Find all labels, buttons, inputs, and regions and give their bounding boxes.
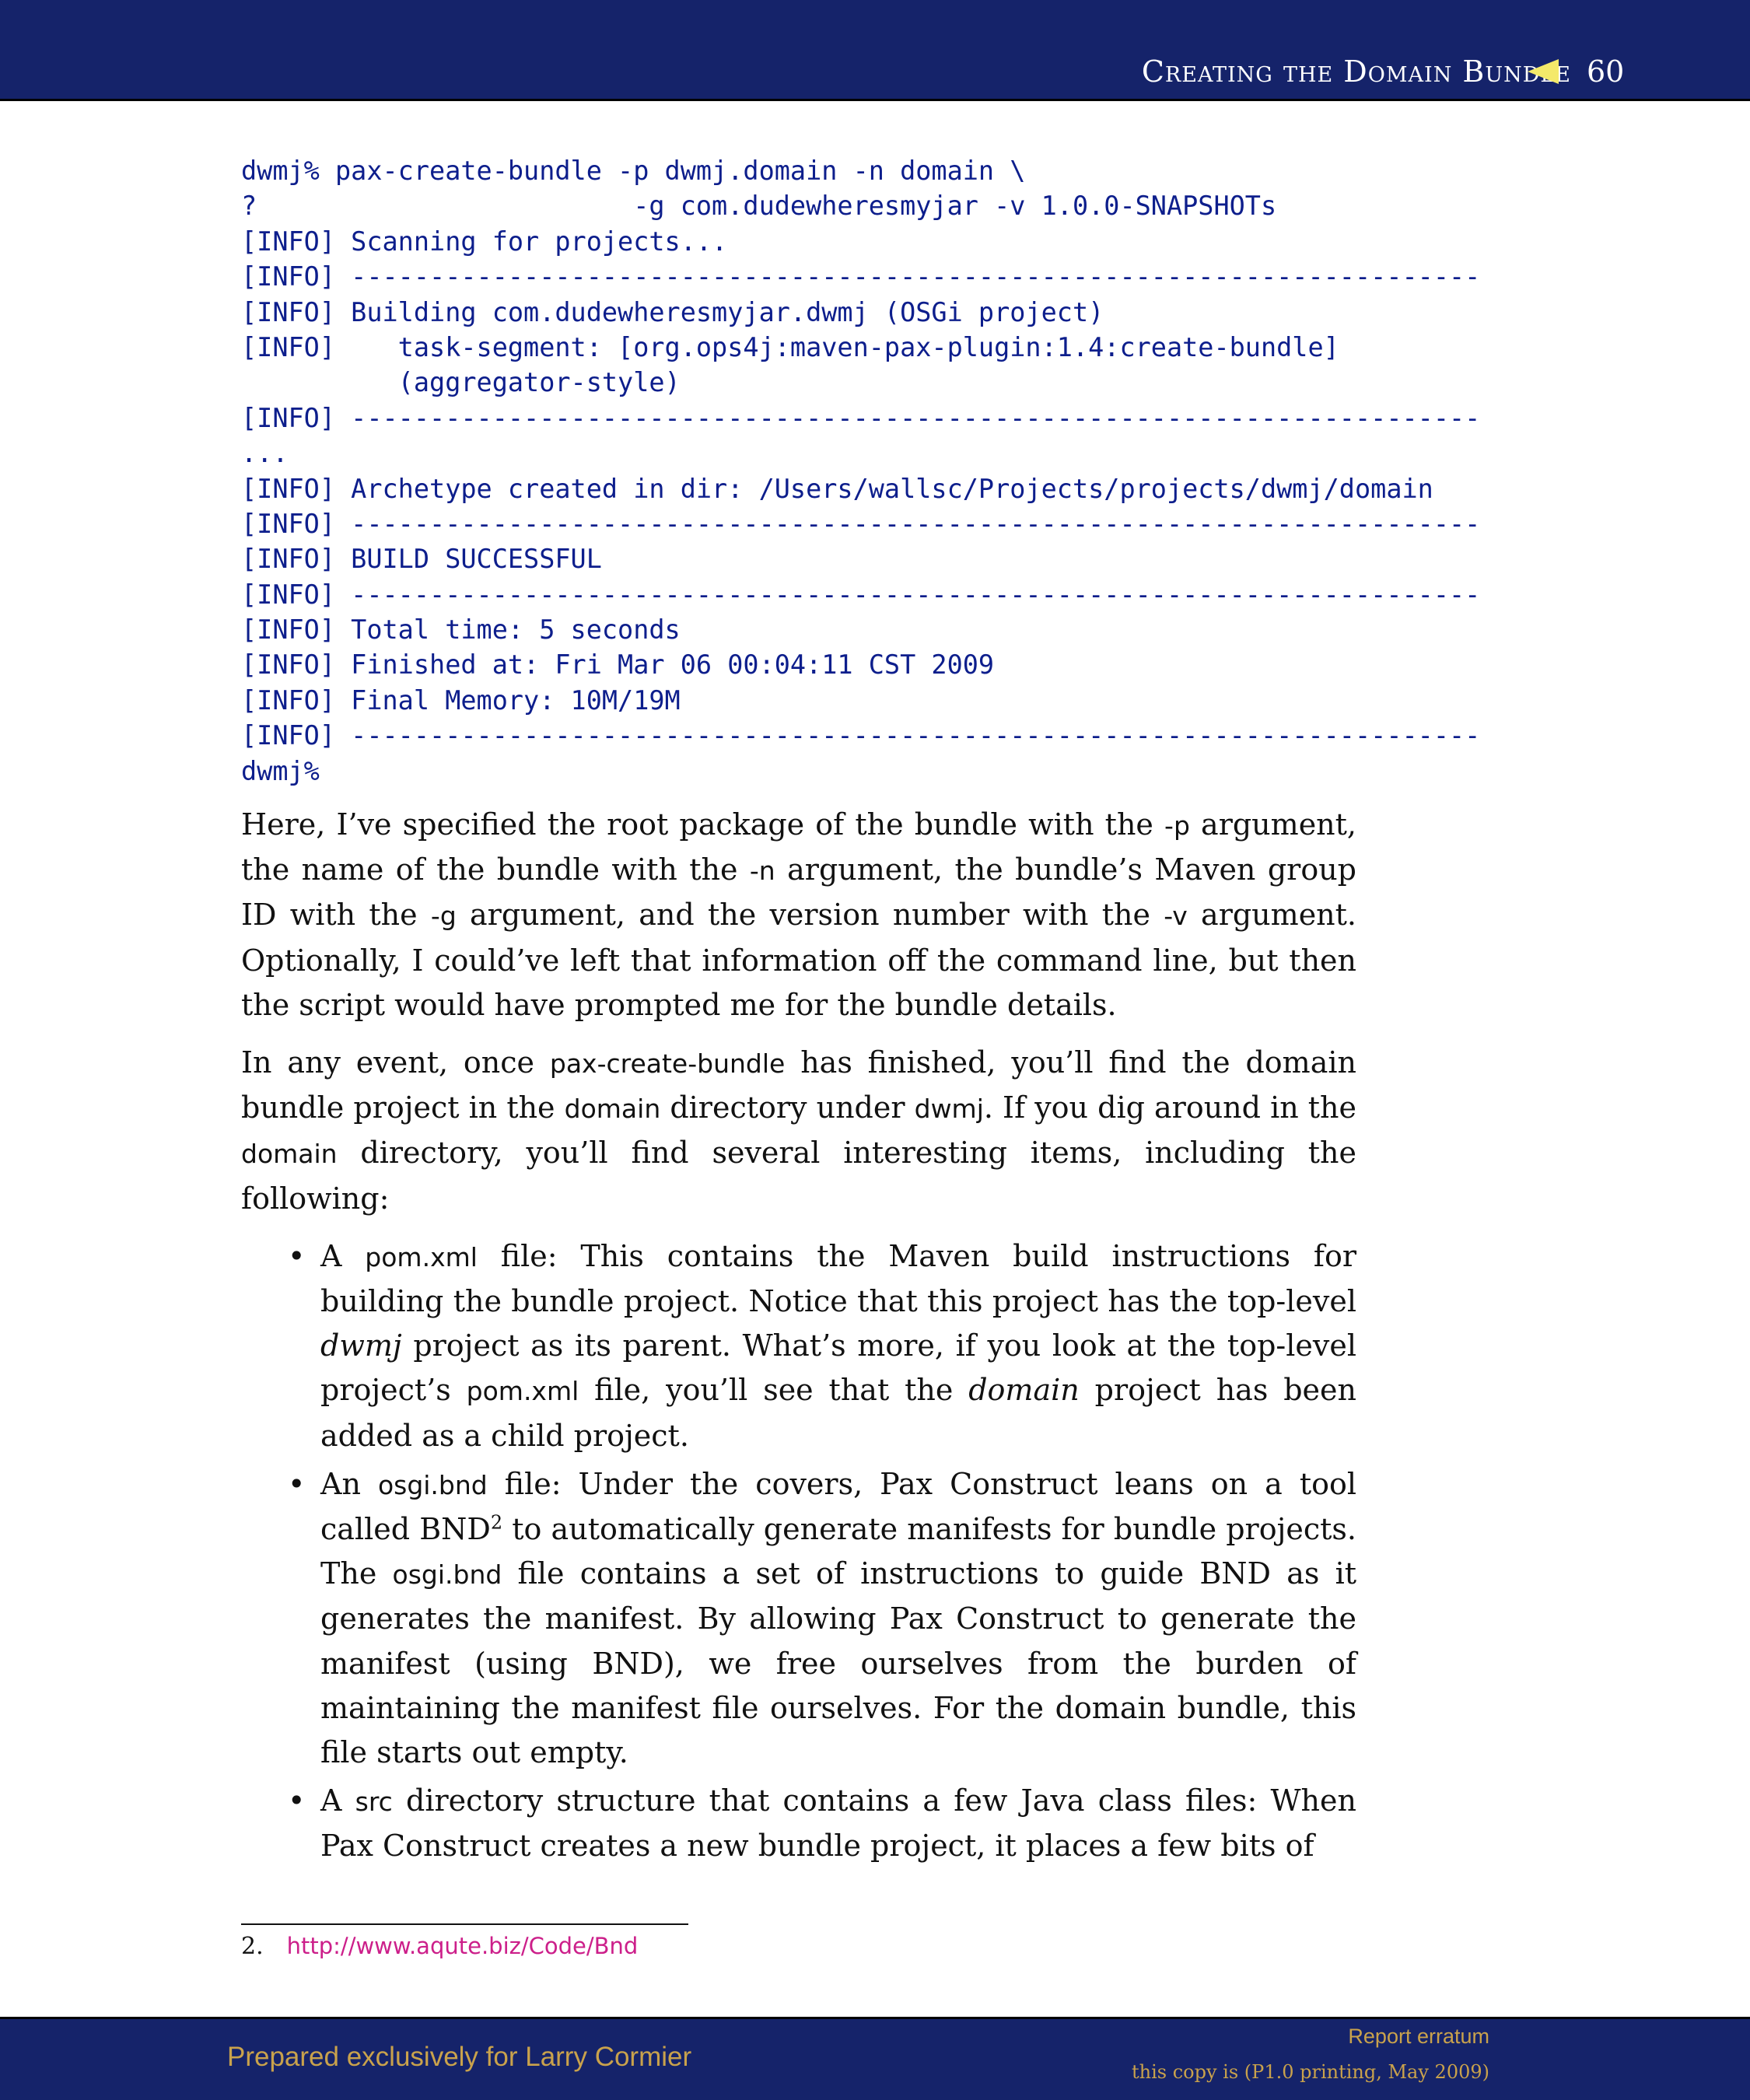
code-line: [INFO] ------------------------------------------------------------------------ bbox=[241, 261, 1481, 292]
code-line: (aggregator-style) bbox=[241, 367, 681, 398]
text: In any event, once bbox=[241, 1045, 550, 1080]
directory-name: domain bbox=[564, 1094, 661, 1125]
copy-info: this copy is (P1.0 printing, May 2009) bbox=[1132, 2061, 1489, 2083]
footnote-divider bbox=[241, 1923, 688, 1925]
report-erratum-link[interactable]: Report erratum bbox=[1348, 2025, 1489, 2048]
text: . If you dig around in the bbox=[983, 1090, 1357, 1125]
bullet-icon: • bbox=[288, 1783, 306, 1818]
code-line: dwmj% bbox=[241, 755, 320, 786]
left-arrow-icon[interactable] bbox=[1528, 59, 1559, 84]
footnote-number: 2. bbox=[241, 1933, 264, 1960]
file-name: osgi.bnd bbox=[392, 1559, 502, 1591]
text: Here, I’ve specified the root package of the bundle with the bbox=[241, 807, 1165, 842]
text: argument, the name of the bundle with the bbox=[241, 807, 1357, 887]
footnote-link[interactable]: http://www.aqute.biz/Code/Bnd bbox=[286, 1933, 639, 1959]
arg-v: -v bbox=[1164, 901, 1188, 932]
command-name: pax-create-bundle bbox=[549, 1048, 786, 1080]
text: file, you’ll see that the bbox=[579, 1373, 969, 1408]
code-line: [INFO] task-segment: [org.ops4j:maven-pax-plugin:1.4:create-bundle] bbox=[241, 331, 1339, 362]
text: argument. Optionally, I could’ve left that information off the command line, but then the script would have prompted me for the bundle details. bbox=[241, 898, 1357, 1022]
code-line: [INFO] Scanning for projects... bbox=[241, 226, 728, 257]
arg-n: -n bbox=[749, 856, 775, 887]
emphasis: dwmj bbox=[320, 1328, 402, 1363]
code-listing bbox=[241, 153, 1486, 789]
file-name: osgi.bnd bbox=[377, 1469, 488, 1500]
code-line: [INFO] BUILD SUCCESSFUL bbox=[241, 544, 602, 575]
directory-name: dwmj bbox=[914, 1094, 984, 1125]
body-text bbox=[241, 803, 1356, 1873]
code-line: [INFO] ------------------------------------------------------------------------ bbox=[241, 402, 1481, 433]
text: A bbox=[320, 1783, 355, 1818]
text: file: This contains the Maven build instructions for building the bundle project. Notice that this project has the top-level bbox=[320, 1238, 1356, 1319]
file-name: pom.xml bbox=[365, 1241, 478, 1272]
code-line: ... bbox=[241, 438, 289, 469]
text: file contains a set of instructions to guide BND as it generates the manifest. By allowing Pax Construct to generate the manifest (using BND), we free ourselves from the burden of maintaining the manifest file ourselves. For the domain bundle, this file starts out empty. bbox=[320, 1556, 1356, 1770]
code-line: [INFO] ------------------------------------------------------------------------ bbox=[241, 720, 1481, 751]
paragraph bbox=[241, 803, 1356, 1027]
arg-p: -p bbox=[1164, 810, 1190, 841]
list-item bbox=[288, 1779, 1356, 1868]
text: A bbox=[320, 1238, 366, 1273]
code-line: [INFO] ------------------------------------------------------------------------ bbox=[241, 579, 1481, 610]
bullet-icon: • bbox=[288, 1238, 306, 1273]
page-number: 60 bbox=[1587, 54, 1625, 89]
code-line: [INFO] ------------------------------------------------------------------------ bbox=[241, 508, 1481, 539]
footnote-ref[interactable]: 2 bbox=[490, 1511, 503, 1534]
footnote bbox=[241, 1933, 638, 1960]
code-line: [INFO] Final Memory: 10M/19M bbox=[241, 684, 681, 716]
code-line: [INFO] Total time: 5 seconds bbox=[241, 614, 681, 646]
bullet-list bbox=[241, 1234, 1356, 1869]
code-line: [INFO] Archetype created in dir: /Users/wallsc/Projects/projects/dwmj/domain bbox=[241, 473, 1433, 504]
text: to automatically generate manifests for bundle projects. The bbox=[320, 1512, 1356, 1591]
code-line: ? -g com.dudewheresmyjar -v 1.0.0-SNAPSHOTs bbox=[241, 191, 1277, 222]
text: directory under bbox=[660, 1090, 915, 1125]
text: argument, and the version number with the bbox=[456, 898, 1164, 933]
bullet-icon: • bbox=[288, 1466, 306, 1501]
text: project as its parent. What’s more, if you look at the top-level project’s bbox=[320, 1328, 1356, 1408]
text: has finished, you’ll find the domain bundle project in the bbox=[241, 1045, 1357, 1125]
directory-name: domain bbox=[241, 1139, 338, 1170]
arg-g: -g bbox=[430, 901, 457, 932]
emphasis: domain bbox=[968, 1373, 1080, 1408]
code-line: dwmj% pax-create-bundle -p dwmj.domain -n domain \ bbox=[241, 156, 1026, 186]
text: file: Under the covers, Pax Construct leans on a tool called BND bbox=[320, 1466, 1357, 1547]
list-item bbox=[288, 1462, 1357, 1775]
directory-name: src bbox=[355, 1787, 393, 1818]
prepared-for: Prepared exclusively for Larry Cormier bbox=[227, 2042, 692, 2072]
paragraph bbox=[241, 1041, 1356, 1221]
text: directory structure that contains a few Java class files: When Pax Construct creates a new bundle project, it places a few bits of bbox=[320, 1783, 1356, 1864]
text: directory, you’ll find several interesting items, including the following: bbox=[241, 1136, 1356, 1216]
text: argument, the bundle’s Maven group ID with the bbox=[241, 852, 1356, 933]
file-name: pom.xml bbox=[466, 1376, 579, 1407]
header-bar bbox=[0, 0, 1750, 101]
list-item bbox=[288, 1234, 1356, 1458]
section-title: Creating the Domain Bundle bbox=[1141, 54, 1571, 89]
code-line: [INFO] Building com.dudewheresmyjar.dwmj (OSGi project) bbox=[241, 296, 1104, 327]
text: project has been added as a child project. bbox=[320, 1373, 1356, 1453]
code-line: [INFO] Finished at: Fri Mar 06 00:04:11 CST 2009 bbox=[241, 649, 995, 681]
text: An bbox=[320, 1466, 378, 1501]
